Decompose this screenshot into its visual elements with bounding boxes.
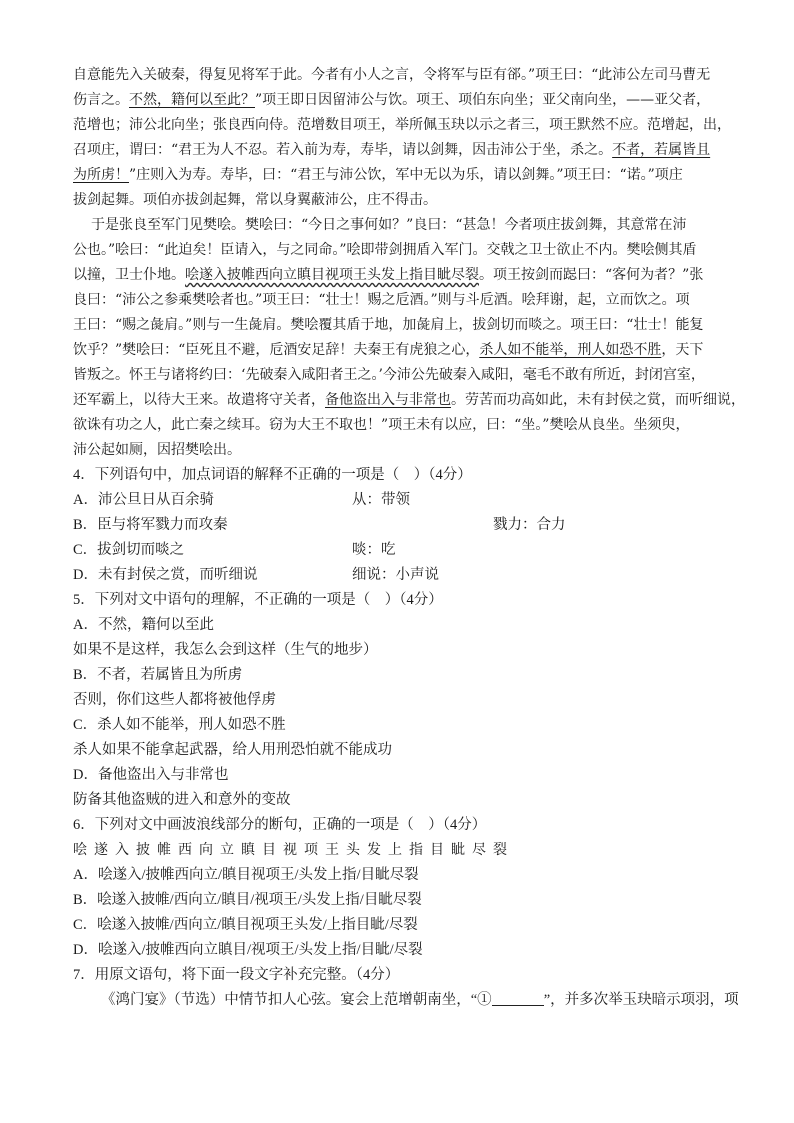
passage-text: 王曰：“赐之彘肩。”则与一生彘肩。樊哙覆其盾于地，加彘肩上，拔剑切而啖之。项王曰：“壮士！能复	[73, 317, 704, 333]
question-5-option-b-explanation: 否则，你们这些人都将被他俘虏	[73, 692, 276, 708]
passage-text: 饮乎？”樊哙曰：“臣死且不避，卮酒安足辞！夫秦王有虎狼之心，	[73, 342, 480, 358]
passage-line	[73, 288, 690, 313]
question-5-option-a-explanation: 如果不是这样，我怎么会到这样（生气的地步）	[73, 642, 378, 658]
passage-line	[73, 438, 241, 463]
question-4-option-c: C．拔剑切而啖之	[73, 542, 185, 558]
passage-line	[73, 363, 705, 388]
passage-text: 以撞，卫士仆地。	[73, 267, 185, 283]
question-7-body	[101, 988, 739, 1013]
passage-line	[73, 388, 745, 413]
passage-line	[91, 213, 686, 238]
passage-text: 皆叛之。怀王与诸将约曰：‘先破秦入咸阳者王之。’今沛公先破秦入咸阳，毫毛不敢有所近，封闭宫室，	[73, 367, 705, 383]
passage-line	[73, 138, 710, 163]
question-4-option-d-note: 细说：小声说	[352, 567, 439, 583]
passage-text: 召项庄，谓曰：“君王为人不忍。若入前为寿，寿毕，请以剑舞，因击沛公于坐，杀之。	[73, 142, 613, 158]
passage-text: 伤言之。	[73, 92, 129, 108]
passage-text: 。项王按剑而跽曰：“客何为者？”张	[479, 267, 704, 283]
question-5-stem: 5．下列对文中语句的理解，不正确的一项是（ ）（4分）	[73, 592, 443, 608]
question-4-option-a: A．沛公旦日从百余骑	[73, 492, 214, 508]
question-5-option-b: B．不者，若属皆且为所虏	[73, 667, 243, 683]
question-4-stem: 4．下列语句中，加点词语的解释不正确的一项是（ ）（4分）	[73, 467, 472, 483]
underlined-sentence: 不然，籍何以至此？	[129, 92, 255, 108]
answer-blank-1[interactable]	[492, 991, 544, 1006]
passage-text: 良曰：“沛公之参乘樊哙者也。”项王曰：“壮士！赐之卮酒。”则与斗卮酒。哙拜谢，起，立而饮之。项	[73, 292, 690, 308]
passage-line	[73, 63, 710, 88]
question-7-stem: 7．用原文语句，将下面一段文字补充完整。（4分）	[73, 967, 400, 983]
underlined-sentence: 不者，若属皆且	[612, 142, 711, 158]
passage-text: 自意能先入关破秦，得复见将军于此。今者有小人之言，令将军与臣有郤。”项王曰：“此沛公左司马曹无	[73, 67, 711, 83]
passage-text: ”庄则入为寿。寿毕，曰：“君王与沛公饮，军中无以为乐，请以剑舞。”项王曰：“诺。”项庄	[129, 167, 683, 183]
passage-text: ”项王即日因留沛公与饮。项王、项伯东向坐；亚父南向坐，——亚父者，	[255, 92, 711, 108]
question-5-option-d-explanation: 防备其他盗贼的进入和意外的变故	[73, 792, 291, 808]
question-6-option-a: A．哙遂入/披帷西向立/瞋目视项王/头发上指/目眦尽裂	[73, 867, 419, 883]
question-5-option-c-explanation: 杀人如果不能拿起武器，给人用刑恐怕就不能成功	[73, 742, 392, 758]
passage-text: 沛公起如厕，因招樊哙出。	[73, 442, 241, 458]
question-4-option-a-note: 从：带领	[352, 492, 410, 508]
passage-text: 还军霸上，以待大王来。故遣将守关者，	[73, 392, 325, 408]
question-6-option-c: C．哙遂入披帷/西向立/瞋目视项王头发/上指目眦/尽裂	[73, 917, 418, 933]
question-6-sentence: 哙遂入披帷西向立瞋目视项王头发上指目眦尽裂	[73, 842, 514, 858]
passage-line	[73, 188, 437, 213]
underlined-sentence: 为所虏！	[73, 167, 129, 183]
question-7-text: ”，并多次举玉玦暗示项羽，项	[543, 992, 739, 1008]
question-5-option-c: C．杀人如不能举，刑人如恐不胜	[73, 717, 286, 733]
question-6-option-b: B．哙遂入披帷/西向立/瞋目/视项王/头发上指/目眦尽裂	[73, 892, 422, 908]
passage-text: 欲诛有功之人，此亡秦之续耳。窃为大王不取也！”项王未有以应，曰：“坐。”樊哙从良坐。坐须臾，	[73, 417, 690, 433]
passage-text: ，天下	[661, 342, 704, 358]
passage-text: 于是张良至军门见樊哙。樊哙曰：“今日之事何如？”良曰：“甚急！今者项庄拔剑舞，其意常在沛	[91, 217, 687, 233]
passage-line	[73, 163, 683, 188]
question-7-text: 《鸿门宴》（节选）中情节扣人心弦。宴会上范增朝南坐，“①	[101, 992, 492, 1008]
underlined-sentence: 备他盗出入与非常也	[325, 392, 451, 408]
passage-text: 范增也；沛公北向坐；张良西向侍。范增数目项王，举所佩玉玦以示之者三，项王默然不应。范增起，出，	[73, 117, 731, 133]
passage-line	[73, 113, 731, 138]
passage-line	[73, 338, 703, 363]
question-5-option-d: D．备他盗出入与非常也	[73, 767, 229, 783]
question-4-option-c-note: 啖：吃	[352, 542, 396, 558]
passage-line	[73, 313, 703, 338]
passage-line	[73, 238, 696, 263]
question-4-option-d: D．未有封侯之赏，而听细说	[73, 567, 258, 583]
wavy-underlined-sentence: 哙遂入披帷西向立瞋目视项王头发上指目眦尽裂	[185, 267, 479, 283]
underlined-sentence: 杀人如不能举，刑人如恐不胜	[479, 342, 662, 358]
question-6-stem: 6．下列对文中画波浪线部分的断句，正确的一项是（ ）（4分）	[73, 817, 487, 833]
passage-text: 拔剑起舞。项伯亦拔剑起舞，常以身翼蔽沛公，庄不得击。	[73, 192, 437, 208]
question-4-option-b-note: 戮力：合力	[493, 517, 566, 533]
passage-line	[73, 88, 710, 113]
passage-text: 公也。”哙曰：“此迫矣！臣请入，与之同命。”哙即带剑拥盾入军门。交戟之卫士欲止不内。樊哙侧其盾	[73, 242, 697, 258]
passage-line	[73, 263, 703, 288]
question-6-option-d: D．哙遂入/披帷西向立瞋目/视项王/头发上指/目眦/尽裂	[73, 942, 423, 958]
passage-text: 。劳苦而功高如此，未有封侯之赏，而听细说，	[451, 392, 745, 408]
question-4-option-b: B．臣与将军戮力而攻秦	[73, 517, 228, 533]
question-5-option-a: A．不然，籍何以至此	[73, 617, 214, 633]
passage-line	[73, 413, 689, 438]
